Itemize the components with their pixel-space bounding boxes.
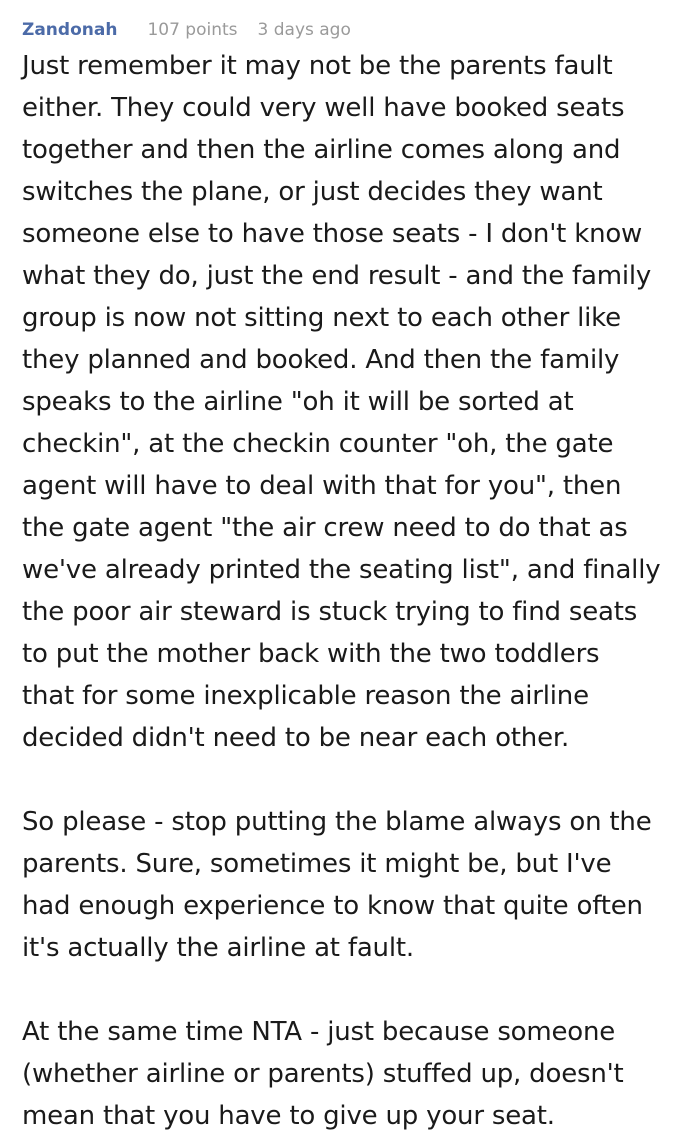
- username-link[interactable]: Zandonah: [22, 20, 118, 40]
- text-line: agent will have to deal with that for you", then: [22, 471, 622, 501]
- comment-paragraph: [22, 45, 678, 759]
- text-line: Just remember it may not be the parents fault: [22, 51, 613, 81]
- text-line: they planned and booked. And then the family: [22, 345, 620, 375]
- text-line: mean that you have to give up your seat.: [22, 1101, 555, 1131]
- text-line: At the same time NTA - just because someone: [22, 1017, 616, 1047]
- text-line: had enough experience to know that quite often: [22, 891, 643, 921]
- points-count: 107 points: [147, 20, 238, 40]
- text-line: someone else to have those seats - I don't know: [22, 219, 643, 249]
- text-line: speaks to the airline "oh it will be sorted at: [22, 387, 574, 417]
- comment-meta: [22, 18, 678, 42]
- timestamp: 3 days ago: [257, 20, 351, 40]
- text-line: parents. Sure, sometimes it might be, but I've: [22, 849, 612, 879]
- text-line: the poor air steward is stuck trying to find seats: [22, 597, 638, 627]
- text-line: it's actually the airline at fault.: [22, 933, 414, 963]
- comment-paragraph: [22, 1011, 678, 1137]
- comment-body: [22, 45, 678, 1137]
- text-line: checkin", at the checkin counter "oh, the gate: [22, 429, 614, 459]
- text-line: we've already printed the seating list", and finally: [22, 555, 661, 585]
- text-line: either. They could very well have booked seats: [22, 93, 625, 123]
- text-line: So please - stop putting the blame always on the: [22, 807, 652, 837]
- text-line: switches the plane, or just decides they want: [22, 177, 603, 207]
- text-line: to put the mother back with the two toddlers: [22, 639, 600, 669]
- text-line: group is now not sitting next to each other like: [22, 303, 621, 333]
- text-line: decided didn't need to be near each other.: [22, 723, 570, 753]
- text-line: what they do, just the end result - and the family: [22, 261, 652, 291]
- text-line: (whether airline or parents) stuffed up, doesn't: [22, 1059, 624, 1089]
- text-line: together and then the airline comes along and: [22, 135, 621, 165]
- comment-paragraph: [22, 801, 678, 969]
- text-line: the gate agent "the air crew need to do that as: [22, 513, 628, 543]
- text-line: that for some inexplicable reason the airline: [22, 681, 589, 711]
